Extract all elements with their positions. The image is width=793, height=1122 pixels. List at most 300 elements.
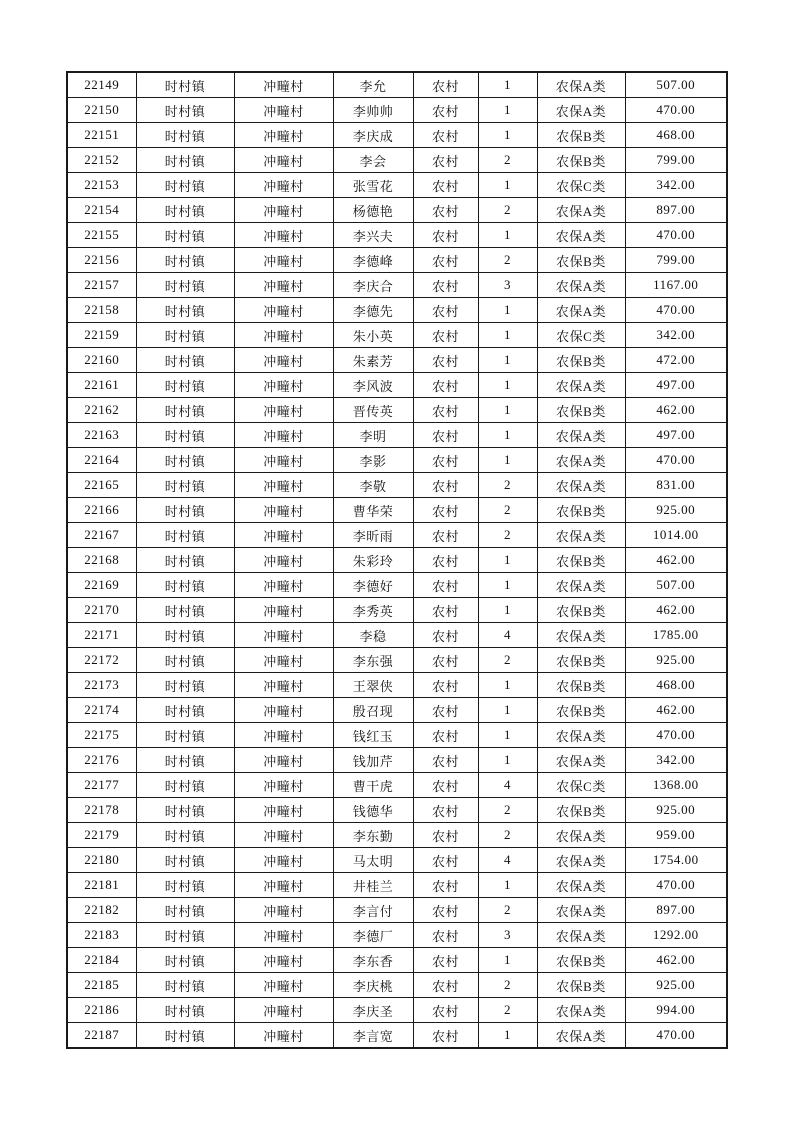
cell-town: 时村镇: [136, 748, 234, 773]
cell-village: 冲疃村: [234, 948, 333, 973]
table-row: [67, 598, 727, 623]
cell-town: 时村镇: [136, 1023, 234, 1049]
table-row: [67, 273, 727, 298]
table-row: [67, 173, 727, 198]
cell-town: 时村镇: [136, 98, 234, 123]
cell-town: 时村镇: [136, 698, 234, 723]
cell-residence_type: 农村: [413, 673, 478, 698]
cell-town: 时村镇: [136, 623, 234, 648]
table-row: [67, 648, 727, 673]
cell-village: 冲疃村: [234, 673, 333, 698]
cell-village: 冲疃村: [234, 123, 333, 148]
cell-town: 时村镇: [136, 448, 234, 473]
cell-serial_no: 22151: [67, 123, 136, 148]
cell-amount: 1292.00: [625, 923, 727, 948]
cell-residence_type: 农村: [413, 173, 478, 198]
cell-village: 冲疃村: [234, 773, 333, 798]
cell-town: 时村镇: [136, 323, 234, 348]
cell-residence_type: 农村: [413, 123, 478, 148]
cell-village: 冲疃村: [234, 373, 333, 398]
cell-serial_no: 22185: [67, 973, 136, 998]
cell-amount: 497.00: [625, 373, 727, 398]
cell-town: 时村镇: [136, 473, 234, 498]
cell-serial_no: 22168: [67, 548, 136, 573]
cell-residence_type: 农村: [413, 248, 478, 273]
cell-village: 冲疃村: [234, 798, 333, 823]
cell-residence_type: 农村: [413, 998, 478, 1023]
cell-name: 李会: [333, 148, 413, 173]
cell-name: 李影: [333, 448, 413, 473]
table-row: [67, 923, 727, 948]
cell-residence_type: 农村: [413, 698, 478, 723]
cell-amount: 462.00: [625, 598, 727, 623]
cell-residence_type: 农村: [413, 973, 478, 998]
table-row: [67, 98, 727, 123]
cell-name: 王翠侠: [333, 673, 413, 698]
cell-amount: 959.00: [625, 823, 727, 848]
cell-town: 时村镇: [136, 173, 234, 198]
cell-insurance_category: 农保A类: [537, 923, 625, 948]
cell-town: 时村镇: [136, 223, 234, 248]
cell-serial_no: 22159: [67, 323, 136, 348]
cell-village: 冲疃村: [234, 298, 333, 323]
cell-insurance_category: 农保A类: [537, 198, 625, 223]
cell-person_count: 4: [478, 773, 537, 798]
cell-town: 时村镇: [136, 573, 234, 598]
cell-town: 时村镇: [136, 548, 234, 573]
cell-person_count: 1: [478, 948, 537, 973]
cell-village: 冲疃村: [234, 173, 333, 198]
cell-person_count: 1: [478, 1023, 537, 1049]
cell-name: 李德好: [333, 573, 413, 598]
cell-serial_no: 22152: [67, 148, 136, 173]
cell-amount: 925.00: [625, 648, 727, 673]
cell-village: 冲疃村: [234, 848, 333, 873]
cell-serial_no: 22184: [67, 948, 136, 973]
table-row: [67, 723, 727, 748]
table-row: [67, 223, 727, 248]
cell-village: 冲疃村: [234, 148, 333, 173]
cell-serial_no: 22179: [67, 823, 136, 848]
cell-serial_no: 22171: [67, 623, 136, 648]
cell-insurance_category: 农保B类: [537, 648, 625, 673]
cell-amount: 507.00: [625, 72, 727, 98]
cell-person_count: 4: [478, 623, 537, 648]
cell-insurance_category: 农保A类: [537, 373, 625, 398]
cell-village: 冲疃村: [234, 223, 333, 248]
cell-name: 李风波: [333, 373, 413, 398]
cell-town: 时村镇: [136, 998, 234, 1023]
cell-person_count: 1: [478, 423, 537, 448]
cell-person_count: 1: [478, 298, 537, 323]
cell-town: 时村镇: [136, 248, 234, 273]
cell-amount: 507.00: [625, 573, 727, 598]
cell-insurance_category: 农保A类: [537, 223, 625, 248]
cell-village: 冲疃村: [234, 198, 333, 223]
table-row: [67, 423, 727, 448]
cell-insurance_category: 农保A类: [537, 423, 625, 448]
cell-residence_type: 农村: [413, 348, 478, 373]
cell-residence_type: 农村: [413, 198, 478, 223]
cell-insurance_category: 农保B类: [537, 348, 625, 373]
cell-name: 晋传英: [333, 398, 413, 423]
cell-insurance_category: 农保B类: [537, 123, 625, 148]
cell-amount: 470.00: [625, 98, 727, 123]
cell-person_count: 2: [478, 998, 537, 1023]
table-row: [67, 448, 727, 473]
cell-name: 殷召现: [333, 698, 413, 723]
cell-village: 冲疃村: [234, 423, 333, 448]
cell-town: 时村镇: [136, 848, 234, 873]
cell-insurance_category: 农保A类: [537, 448, 625, 473]
cell-name: 李东强: [333, 648, 413, 673]
cell-serial_no: 22154: [67, 198, 136, 223]
cell-amount: 897.00: [625, 898, 727, 923]
cell-town: 时村镇: [136, 823, 234, 848]
cell-amount: 831.00: [625, 473, 727, 498]
cell-amount: 497.00: [625, 423, 727, 448]
cell-insurance_category: 农保B类: [537, 698, 625, 723]
cell-insurance_category: 农保A类: [537, 273, 625, 298]
table-row: [67, 148, 727, 173]
table-row: [67, 748, 727, 773]
cell-amount: 1785.00: [625, 623, 727, 648]
cell-person_count: 1: [478, 123, 537, 148]
cell-town: 时村镇: [136, 873, 234, 898]
cell-person_count: 2: [478, 198, 537, 223]
table-row: [67, 898, 727, 923]
cell-person_count: 3: [478, 923, 537, 948]
cell-town: 时村镇: [136, 923, 234, 948]
cell-name: 李言付: [333, 898, 413, 923]
cell-serial_no: 22175: [67, 723, 136, 748]
cell-amount: 342.00: [625, 323, 727, 348]
table-row: [67, 498, 727, 523]
cell-amount: 462.00: [625, 398, 727, 423]
cell-town: 时村镇: [136, 148, 234, 173]
cell-serial_no: 22165: [67, 473, 136, 498]
cell-name: 李德峰: [333, 248, 413, 273]
cell-amount: 470.00: [625, 873, 727, 898]
cell-person_count: 1: [478, 98, 537, 123]
cell-person_count: 2: [478, 973, 537, 998]
cell-town: 时村镇: [136, 373, 234, 398]
cell-insurance_category: 农保A类: [537, 473, 625, 498]
cell-residence_type: 农村: [413, 773, 478, 798]
cell-name: 朱小英: [333, 323, 413, 348]
table-row: [67, 523, 727, 548]
cell-insurance_category: 农保B类: [537, 498, 625, 523]
cell-name: 李庆成: [333, 123, 413, 148]
cell-town: 时村镇: [136, 898, 234, 923]
cell-village: 冲疃村: [234, 398, 333, 423]
cell-person_count: 2: [478, 798, 537, 823]
cell-person_count: 1: [478, 448, 537, 473]
cell-serial_no: 22183: [67, 923, 136, 948]
table-row: [67, 198, 727, 223]
table-row: [67, 973, 727, 998]
cell-person_count: 2: [478, 898, 537, 923]
cell-name: 李秀英: [333, 598, 413, 623]
cell-name: 钱德华: [333, 798, 413, 823]
cell-serial_no: 22162: [67, 398, 136, 423]
cell-residence_type: 农村: [413, 798, 478, 823]
cell-serial_no: 22164: [67, 448, 136, 473]
cell-town: 时村镇: [136, 348, 234, 373]
cell-town: 时村镇: [136, 498, 234, 523]
cell-amount: 470.00: [625, 223, 727, 248]
cell-insurance_category: 农保A类: [537, 998, 625, 1023]
cell-person_count: 1: [478, 323, 537, 348]
cell-serial_no: 22187: [67, 1023, 136, 1049]
cell-village: 冲疃村: [234, 1023, 333, 1049]
cell-person_count: 3: [478, 273, 537, 298]
cell-amount: 462.00: [625, 948, 727, 973]
cell-name: 李德厂: [333, 923, 413, 948]
cell-serial_no: 22163: [67, 423, 136, 448]
cell-name: 李庆合: [333, 273, 413, 298]
cell-amount: 472.00: [625, 348, 727, 373]
table-row: [67, 248, 727, 273]
table-row: [67, 548, 727, 573]
cell-person_count: 1: [478, 748, 537, 773]
cell-serial_no: 22176: [67, 748, 136, 773]
table-row: [67, 373, 727, 398]
cell-serial_no: 22169: [67, 573, 136, 598]
cell-name: 杨德艳: [333, 198, 413, 223]
cell-residence_type: 农村: [413, 923, 478, 948]
cell-serial_no: 22177: [67, 773, 136, 798]
cell-residence_type: 农村: [413, 473, 478, 498]
cell-village: 冲疃村: [234, 323, 333, 348]
cell-serial_no: 22149: [67, 72, 136, 98]
cell-serial_no: 22153: [67, 173, 136, 198]
cell-residence_type: 农村: [413, 598, 478, 623]
cell-town: 时村镇: [136, 198, 234, 223]
cell-residence_type: 农村: [413, 398, 478, 423]
cell-insurance_category: 农保A类: [537, 72, 625, 98]
cell-insurance_category: 农保B类: [537, 148, 625, 173]
cell-village: 冲疃村: [234, 898, 333, 923]
cell-name: 张雪花: [333, 173, 413, 198]
cell-amount: 470.00: [625, 1023, 727, 1049]
cell-amount: 925.00: [625, 498, 727, 523]
cell-name: 李德先: [333, 298, 413, 323]
cell-person_count: 2: [478, 648, 537, 673]
cell-amount: 342.00: [625, 173, 727, 198]
cell-residence_type: 农村: [413, 98, 478, 123]
cell-residence_type: 农村: [413, 898, 478, 923]
table-row: [67, 398, 727, 423]
cell-person_count: 1: [478, 573, 537, 598]
cell-person_count: 1: [478, 348, 537, 373]
cell-serial_no: 22186: [67, 998, 136, 1023]
cell-residence_type: 农村: [413, 748, 478, 773]
cell-town: 时村镇: [136, 298, 234, 323]
cell-person_count: 2: [478, 523, 537, 548]
cell-insurance_category: 农保B类: [537, 398, 625, 423]
cell-person_count: 2: [478, 498, 537, 523]
table-row: [67, 673, 727, 698]
table-row: [67, 123, 727, 148]
cell-village: 冲疃村: [234, 973, 333, 998]
cell-person_count: 2: [478, 823, 537, 848]
cell-village: 冲疃村: [234, 523, 333, 548]
table-row: [67, 948, 727, 973]
table-row: [67, 773, 727, 798]
cell-residence_type: 农村: [413, 873, 478, 898]
cell-amount: 799.00: [625, 148, 727, 173]
cell-town: 时村镇: [136, 798, 234, 823]
cell-serial_no: 22174: [67, 698, 136, 723]
cell-person_count: 1: [478, 873, 537, 898]
cell-amount: 1754.00: [625, 848, 727, 873]
cell-town: 时村镇: [136, 123, 234, 148]
cell-person_count: 1: [478, 72, 537, 98]
cell-village: 冲疃村: [234, 748, 333, 773]
cell-insurance_category: 农保A类: [537, 823, 625, 848]
cell-amount: 994.00: [625, 998, 727, 1023]
cell-person_count: 2: [478, 248, 537, 273]
cell-name: 李帅帅: [333, 98, 413, 123]
cell-town: 时村镇: [136, 673, 234, 698]
cell-person_count: 1: [478, 548, 537, 573]
cell-serial_no: 22161: [67, 373, 136, 398]
cell-amount: 925.00: [625, 973, 727, 998]
table-row: [67, 823, 727, 848]
cell-name: 朱素芳: [333, 348, 413, 373]
cell-amount: 1368.00: [625, 773, 727, 798]
cell-insurance_category: 农保A类: [537, 898, 625, 923]
cell-name: 李兴夫: [333, 223, 413, 248]
cell-serial_no: 22158: [67, 298, 136, 323]
cell-insurance_category: 农保B类: [537, 798, 625, 823]
cell-serial_no: 22160: [67, 348, 136, 373]
table-row: [67, 698, 727, 723]
cell-town: 时村镇: [136, 973, 234, 998]
cell-village: 冲疃村: [234, 598, 333, 623]
cell-serial_no: 22150: [67, 98, 136, 123]
cell-residence_type: 农村: [413, 298, 478, 323]
cell-name: 李庆圣: [333, 998, 413, 1023]
cell-residence_type: 农村: [413, 523, 478, 548]
cell-village: 冲疃村: [234, 248, 333, 273]
cell-insurance_category: 农保A类: [537, 1023, 625, 1049]
table-row: [67, 848, 727, 873]
cell-village: 冲疃村: [234, 698, 333, 723]
cell-person_count: 1: [478, 373, 537, 398]
table-body: [67, 72, 727, 1048]
cell-residence_type: 农村: [413, 823, 478, 848]
cell-amount: 470.00: [625, 448, 727, 473]
cell-name: 井桂兰: [333, 873, 413, 898]
cell-person_count: 1: [478, 673, 537, 698]
cell-person_count: 1: [478, 223, 537, 248]
cell-village: 冲疃村: [234, 348, 333, 373]
cell-serial_no: 22172: [67, 648, 136, 673]
cell-amount: 468.00: [625, 673, 727, 698]
cell-amount: 462.00: [625, 548, 727, 573]
cell-town: 时村镇: [136, 773, 234, 798]
cell-amount: 468.00: [625, 123, 727, 148]
cell-amount: 470.00: [625, 298, 727, 323]
cell-name: 李敬: [333, 473, 413, 498]
cell-name: 曹干虎: [333, 773, 413, 798]
cell-insurance_category: 农保B类: [537, 673, 625, 698]
cell-name: 李允: [333, 72, 413, 98]
cell-serial_no: 22155: [67, 223, 136, 248]
cell-serial_no: 22173: [67, 673, 136, 698]
cell-insurance_category: 农保A类: [537, 848, 625, 873]
cell-insurance_category: 农保B类: [537, 598, 625, 623]
table-row: [67, 298, 727, 323]
cell-serial_no: 22170: [67, 598, 136, 623]
cell-residence_type: 农村: [413, 72, 478, 98]
cell-town: 时村镇: [136, 72, 234, 98]
cell-serial_no: 22178: [67, 798, 136, 823]
table-row: [67, 623, 727, 648]
cell-residence_type: 农村: [413, 223, 478, 248]
cell-village: 冲疃村: [234, 998, 333, 1023]
cell-town: 时村镇: [136, 598, 234, 623]
cell-insurance_category: 农保A类: [537, 573, 625, 598]
cell-name: 曹华荣: [333, 498, 413, 523]
cell-name: 马太明: [333, 848, 413, 873]
table-row: [67, 998, 727, 1023]
cell-insurance_category: 农保A类: [537, 98, 625, 123]
payment-roster-table: [66, 71, 728, 1049]
cell-insurance_category: 农保A类: [537, 748, 625, 773]
cell-insurance_category: 农保C类: [537, 173, 625, 198]
cell-residence_type: 农村: [413, 448, 478, 473]
cell-insurance_category: 农保A类: [537, 298, 625, 323]
cell-insurance_category: 农保B类: [537, 248, 625, 273]
cell-name: 李东香: [333, 948, 413, 973]
cell-residence_type: 农村: [413, 573, 478, 598]
cell-village: 冲疃村: [234, 723, 333, 748]
cell-person_count: 2: [478, 473, 537, 498]
cell-amount: 1167.00: [625, 273, 727, 298]
cell-insurance_category: 农保A类: [537, 523, 625, 548]
cell-residence_type: 农村: [413, 148, 478, 173]
cell-person_count: 2: [478, 148, 537, 173]
cell-residence_type: 农村: [413, 273, 478, 298]
cell-village: 冲疃村: [234, 648, 333, 673]
cell-person_count: 1: [478, 173, 537, 198]
cell-town: 时村镇: [136, 398, 234, 423]
cell-name: 李东勤: [333, 823, 413, 848]
cell-residence_type: 农村: [413, 548, 478, 573]
table-row: [67, 473, 727, 498]
cell-amount: 470.00: [625, 723, 727, 748]
cell-town: 时村镇: [136, 523, 234, 548]
cell-town: 时村镇: [136, 273, 234, 298]
cell-name: 朱彩玲: [333, 548, 413, 573]
cell-town: 时村镇: [136, 423, 234, 448]
cell-residence_type: 农村: [413, 848, 478, 873]
table-row: [67, 348, 727, 373]
cell-serial_no: 22167: [67, 523, 136, 548]
cell-village: 冲疃村: [234, 823, 333, 848]
table-row: [67, 798, 727, 823]
cell-residence_type: 农村: [413, 323, 478, 348]
cell-village: 冲疃村: [234, 498, 333, 523]
cell-residence_type: 农村: [413, 373, 478, 398]
cell-insurance_category: 农保B类: [537, 548, 625, 573]
cell-serial_no: 22156: [67, 248, 136, 273]
cell-amount: 925.00: [625, 798, 727, 823]
cell-insurance_category: 农保C类: [537, 323, 625, 348]
